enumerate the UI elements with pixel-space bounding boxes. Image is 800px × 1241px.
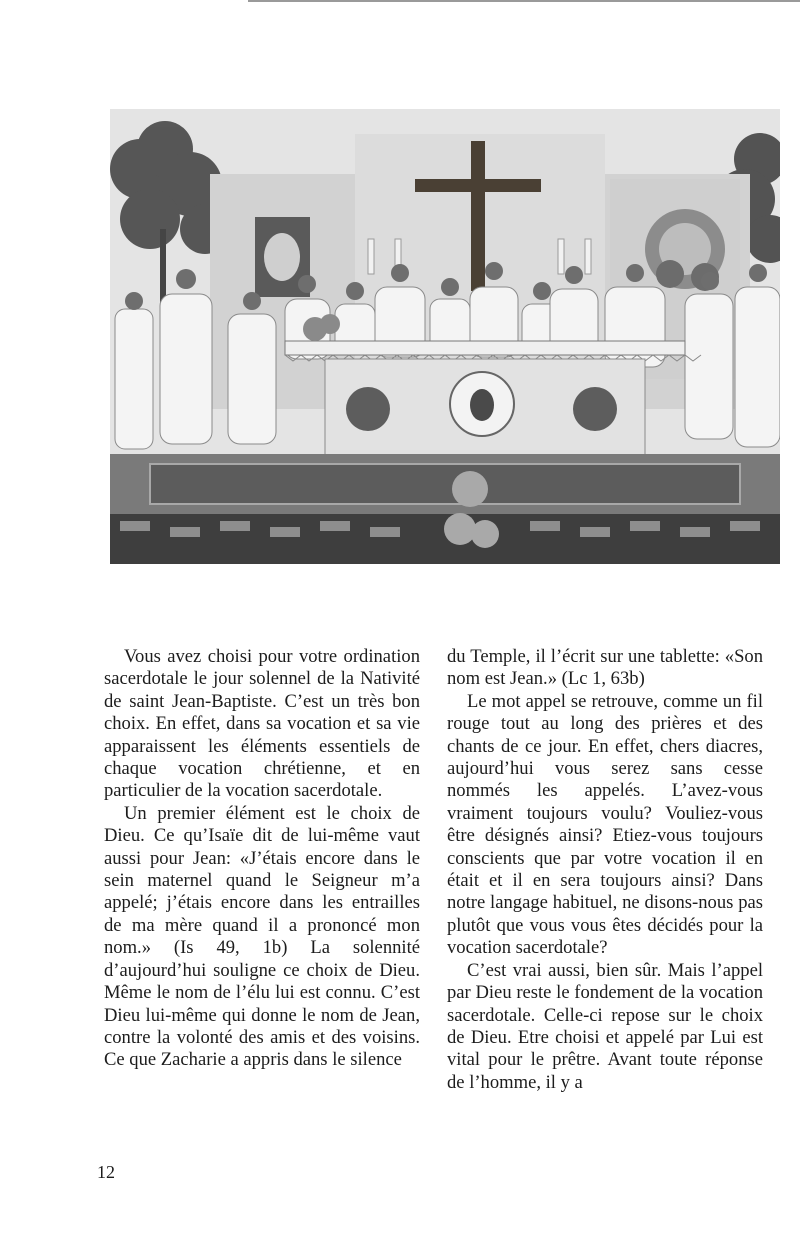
text-column-right <box>447 646 763 1094</box>
paragraph-continuation: du Temple, il l’écrit sur une tablette: «Son nom est Jean.» (Lc 1, 63b) <box>447 646 763 690</box>
paragraph: C’est vrai aussi, bien sûr. Mais l’appel par Dieu reste le fondement de la vocation sacerdotale. Celle-ci repose sur le choix de Dieu. Etre choisi et appelé par Lui est vital pour le prêtre. Avant toute réponse de l’homme, il y a <box>447 959 763 1093</box>
page-number: 12 <box>97 1162 115 1182</box>
top-rule <box>248 0 800 2</box>
altar <box>285 341 701 459</box>
text-column-left <box>104 646 420 1072</box>
paragraph: Vous avez choisi pour votre ordination sacerdotale le jour solennel de la Nativité de saint Jean-Baptiste. C’est un très bon choix. En effet, dans sa vocation et sa vie apparaissent les éléments essentiels de chaque vocation chrétienne, et en particulier de la vocation sacerdotale. <box>104 646 420 802</box>
paragraph: Un premier élément est le choix de Dieu. Ce qu’Isaïe dit de lui-même vaut aussi pour Jean: «J’étais encore dans le sein maternel quand le Seigneur m’a appelé; j’étais encore dans les entrailles de ma mère quand il a prononcé mon nom.» (Is 49, 1b) La solennité d’aujourd’hui souligne ce choix de Dieu. Même le nom de l’élu lui est connu. C’est Dieu lui-même qui donne le nom de Jean, contre la volonté des amis et des voisins. Ce que Zacharie a appris dans le silence <box>104 802 420 1071</box>
altar-ceremony-photo <box>110 109 780 564</box>
paragraph: Le mot appel se retrouve, comme un fil rouge tout au long des prières et des chants de ce jour. En effet, chers diacres, aujourd’hui vous serez sans cesse nommés les appelés. L’avez-vous vraiment toujours voulu? Vouliez-vous être désignés ainsi? Etiez-vous toujours conscients que par votre vocation il en était et il en sera toujours ainsi? Dans notre langage habituel, ne disons-nous pas plutôt que vous vous êtes décidés pour la vocation sacerdotale? <box>447 690 763 959</box>
